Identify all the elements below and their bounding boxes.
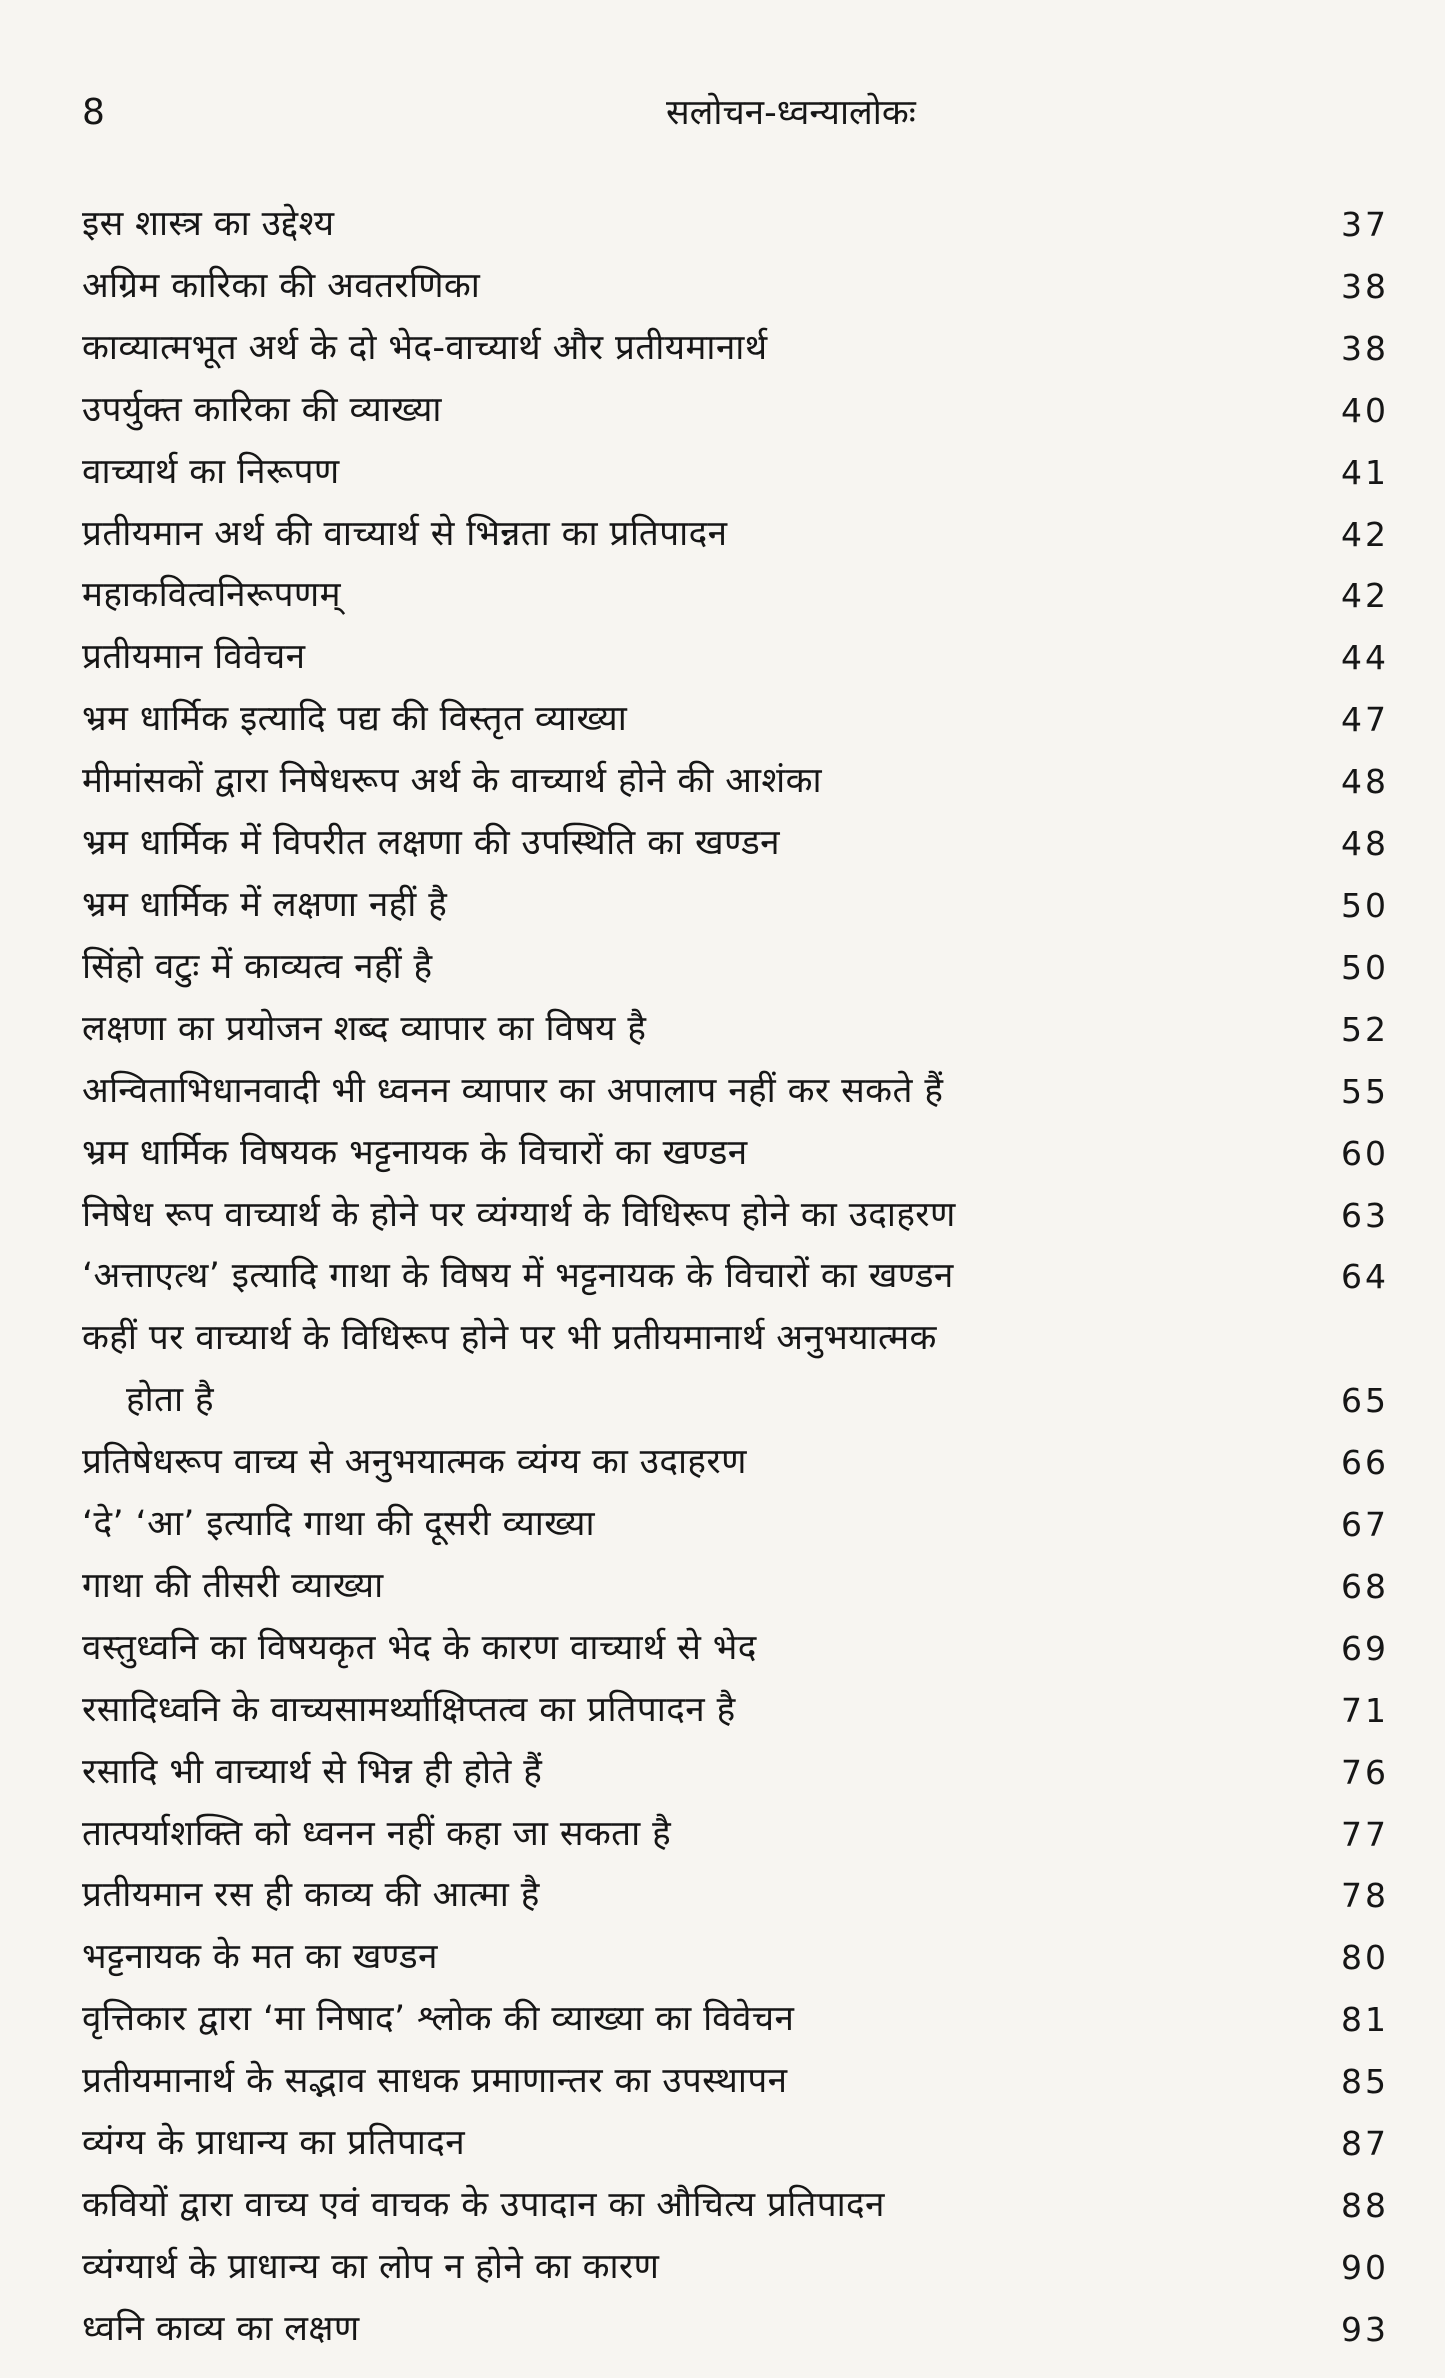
toc-entry-title-line: व्यंग्य के प्राधान्य का प्रतिपादन: [82, 2123, 466, 2164]
toc-entry-page-number: 50: [1341, 947, 1389, 987]
toc-entry: [82, 1927, 1389, 1989]
running-title: सलोचन-ध्वन्यालोकः: [666, 93, 916, 133]
toc-entry-page-number: 69: [1341, 1628, 1389, 1668]
toc-entry: [82, 380, 1389, 442]
toc-entry-page-number: 87: [1341, 2124, 1389, 2164]
toc-entry-title-line: ध्वनि काव्य का लक्षण: [82, 2308, 360, 2349]
toc-entry-page-number: 40: [1341, 390, 1389, 430]
toc-entry-title-line: भ्रम धार्मिक में विपरीत लक्षणा की उपस्थिति का खण्डन: [82, 823, 780, 864]
toc-entry-title-line: मीमांसकों द्वारा निषेधरूप अर्थ के वाच्यार्थ होने की आशंका: [82, 761, 822, 802]
toc-entry: [82, 1061, 1389, 1123]
toc-entry: [82, 1432, 1389, 1494]
toc-entry: [82, 1680, 1389, 1742]
toc-entry: [82, 999, 1389, 1061]
toc-entry: [82, 1618, 1389, 1680]
toc-entry-page-number: 55: [1341, 1071, 1389, 1111]
toc-entry-title-line: रसादि भी वाच्यार्थ से भिन्न ही होते हैं: [82, 1751, 543, 1792]
toc-entry-title-line: कहीं पर वाच्यार्थ के विधिरूप होने पर भी प्रतीयमानार्थ अनुभयात्मक: [82, 1318, 937, 1359]
toc-entry-title-line: प्रतीयमान विवेचन: [82, 637, 306, 678]
toc-entry-title-line: भ्रम धार्मिक इत्यादि पद्य की विस्तृत व्याख्या: [82, 699, 628, 740]
toc-entry-title: [82, 2113, 465, 2175]
toc-entry-title: [82, 2299, 360, 2361]
toc-entry-title: [82, 1432, 747, 1494]
toc-entry: [82, 1123, 1389, 1185]
toc-entry: [82, 1185, 1389, 1247]
toc-entry-page-number: 41: [1341, 452, 1389, 492]
toc-entry-title-line: अन्विताभिधानवादी भी ध्वनन व्यापार का अपालाप नहीं कर सकते हैं: [82, 1070, 944, 1111]
toc-entry: [82, 2051, 1389, 2113]
toc-entry-title-line: सिंहो वटुः में काव्यत्व नहीं है: [82, 946, 433, 987]
toc-entry-page-number: 93: [1341, 2309, 1389, 2349]
toc-entry-page-number: 44: [1341, 638, 1389, 678]
toc-entry-page-number: 38: [1341, 328, 1389, 368]
toc-entry-title: [82, 2175, 885, 2237]
toc-entry-title-line: भट्टनायक के मत का खण्डन: [82, 1937, 438, 1978]
toc-entry-title-line: लक्षणा का प्रयोजन शब्द व्यापार का विषय है: [82, 1008, 647, 1049]
toc-entry-title: [82, 875, 447, 937]
toc-entry-page-number: 48: [1341, 824, 1389, 864]
toc-entry-title: [82, 1123, 748, 1185]
toc-entry-page-number: 78: [1341, 1876, 1389, 1916]
toc-entry-title-line: उपर्युक्त कारिका की व्याख्या: [82, 389, 442, 430]
toc-entry-title: [82, 1556, 384, 1618]
toc-entry-title: [82, 1246, 954, 1308]
toc-entry: [82, 2299, 1389, 2361]
toc-entry: [82, 2175, 1389, 2237]
toc-entry-title-line: रसादिध्वनि के वाच्यसामर्थ्याक्षिप्तत्व का प्रतिपादन है: [82, 1689, 736, 1730]
toc-entry-title: [82, 1927, 438, 1989]
toc-entry-title-continuation: होता है: [126, 1380, 214, 1421]
toc-entry-title-line: कवियों द्वारा वाच्य एवं वाचक के उपादान का औचित्य प्रतिपादन: [82, 2185, 885, 2225]
toc-entry: [82, 751, 1389, 813]
toc-entry-title-line: वस्तुध्वनि का विषयकृत भेद के कारण वाच्यार्थ से भेद: [82, 1627, 757, 1668]
toc-entry-title-line: वृत्तिकार द्वारा ‘मा निषाद’ श्लोक की व्याख्या का विवेचन: [82, 1999, 795, 2040]
toc-entry-title-line: काव्यात्मभूत अर्थ के दो भेद-वाच्यार्थ और प्रतीयमानार्थ: [82, 327, 768, 368]
toc-entry-title: [82, 194, 334, 256]
page-number: 8: [82, 92, 105, 133]
toc-entry-title-line: भ्रम धार्मिक विषयक भट्टनायक के विचारों का खण्डन: [82, 1132, 748, 1173]
toc-entry: [82, 689, 1389, 751]
toc-entry-title-line: ‘दे’ ‘आ’ इत्यादि गाथा की दूसरी व्याख्या: [82, 1504, 595, 1545]
toc-entry-title-line: महाकवित्वनिरूपणम्: [82, 575, 341, 616]
toc-entry-title: [82, 1804, 671, 1866]
toc-entry: [82, 627, 1389, 689]
toc-entry-title: [82, 1742, 542, 1804]
toc-entry-page-number: 85: [1341, 2062, 1389, 2102]
toc-entry-title-line: निषेध रूप वाच्यार्थ के होने पर व्यंग्यार्थ के विधिरूप होने का उदाहरण: [82, 1194, 956, 1235]
toc-entry-title-line: प्रतीयमान अर्थ की वाच्यार्थ से भिन्नता का प्रतिपादन: [82, 513, 728, 554]
toc-entry-page-number: 68: [1341, 1566, 1389, 1606]
toc-entry-page-number: 38: [1341, 266, 1389, 306]
toc-entry-title-line: प्रतीयमान रस ही काव्य की आत्मा है: [82, 1875, 540, 1916]
toc-entry-page-number: 48: [1341, 762, 1389, 802]
toc-entry: [82, 565, 1389, 627]
toc-entry: [82, 1556, 1389, 1618]
toc-entry-title: [82, 689, 627, 751]
toc-entry-page-number: 71: [1341, 1690, 1389, 1730]
toc-entry-title: [82, 1618, 757, 1680]
toc-entry-title: [82, 380, 442, 442]
toc-entry-title: [82, 565, 341, 627]
toc-entry-title: [82, 1865, 540, 1927]
toc-entry-page-number: 64: [1341, 1257, 1389, 1297]
toc-entry-page-number: 77: [1341, 1814, 1389, 1854]
toc-entry: [82, 1494, 1389, 1556]
toc-entry-page-number: 37: [1341, 205, 1389, 244]
toc-entry: [82, 256, 1389, 318]
toc-entry-title-line: प्रतीयमानार्थ के सद्भाव साधक प्रमाणान्तर का उपस्थापन: [82, 2061, 788, 2102]
toc-entry: [82, 504, 1389, 566]
toc-entry-title: [82, 256, 480, 318]
toc-entry-title: [82, 442, 340, 504]
toc-entry-page-number: 47: [1341, 700, 1389, 740]
toc-entry-title-line: व्यंग्यार्थ के प्राधान्य का लोप न होने का कारण: [82, 2246, 660, 2287]
toc-entry-title: [82, 1989, 794, 2051]
toc-entry-page-number: 60: [1341, 1133, 1389, 1173]
toc-entry-page-number: 42: [1341, 514, 1389, 554]
toc-entry-title: [82, 1308, 937, 1432]
toc-entry-title: [82, 813, 780, 875]
toc-entry: [82, 442, 1389, 504]
toc-entry-page-number: 63: [1341, 1195, 1389, 1235]
toc-entry-title-line: गाथा की तीसरी व्याख्या: [82, 1565, 384, 1606]
toc-entry-page-number: 67: [1341, 1505, 1389, 1545]
toc-entry-title: [82, 937, 433, 999]
toc-entry-title: [82, 1494, 595, 1556]
toc-entry: [82, 2237, 1389, 2299]
toc-entry-title: [82, 504, 727, 566]
toc-entry-page-number: 76: [1341, 1752, 1389, 1792]
toc-entry: [82, 1308, 1389, 1432]
page-header: [82, 88, 1389, 158]
table-of-contents: [82, 194, 1389, 2361]
toc-entry: [82, 875, 1389, 937]
toc-entry: [82, 1865, 1389, 1927]
toc-entry: [82, 1246, 1389, 1308]
toc-entry-title: [82, 1061, 943, 1123]
toc-entry-page-number: 80: [1341, 1938, 1389, 1978]
toc-entry-title-line: प्रतिषेधरूप वाच्य से अनुभयात्मक व्यंग्य का उदाहरण: [82, 1442, 747, 1483]
toc-entry: [82, 194, 1389, 256]
toc-entry-title: [82, 318, 768, 380]
toc-entry-page-number: 81: [1341, 2000, 1389, 2040]
toc-entry-title: [82, 999, 646, 1061]
toc-entry-title: [82, 2051, 787, 2113]
toc-entry-page-number: 52: [1341, 1009, 1389, 1049]
toc-entry-title: [82, 1680, 736, 1742]
toc-entry-title-line: तात्पर्याशक्ति को ध्वनन नहीं कहा जा सकता है: [82, 1813, 672, 1854]
toc-entry: [82, 318, 1389, 380]
toc-entry-page-number: 88: [1341, 2186, 1389, 2225]
toc-entry-page-number: 50: [1341, 885, 1389, 925]
toc-entry: [82, 1804, 1389, 1866]
toc-entry-page-number: 66: [1341, 1443, 1389, 1483]
toc-entry-title-line: भ्रम धार्मिक में लक्षणा नहीं है: [82, 884, 448, 925]
toc-entry-title-line: ‘अत्ताएत्थ’ इत्यादि गाथा के विषय में भट्टनायक के विचारों का खण्डन: [82, 1256, 954, 1297]
toc-entry: [82, 813, 1389, 875]
toc-entry-title: [82, 2237, 659, 2299]
toc-entry-page-number: 42: [1341, 576, 1389, 616]
toc-entry-title-line: इस शास्त्र का उद्देश्य: [82, 204, 335, 244]
toc-entry: [82, 1989, 1389, 2051]
toc-entry: [82, 2113, 1389, 2175]
toc-entry-page-number: 65: [1341, 1381, 1389, 1421]
toc-entry-title: [82, 1185, 956, 1247]
toc-entry-page-number: 90: [1341, 2247, 1389, 2287]
toc-entry: [82, 937, 1389, 999]
toc-entry-title: [82, 627, 305, 689]
toc-entry-title-line: अग्रिम कारिका की अवतरणिका: [82, 265, 481, 306]
toc-entry: [82, 1742, 1389, 1804]
toc-entry-title-line: वाच्यार्थ का निरूपण: [82, 451, 340, 492]
toc-entry-title: [82, 751, 822, 813]
